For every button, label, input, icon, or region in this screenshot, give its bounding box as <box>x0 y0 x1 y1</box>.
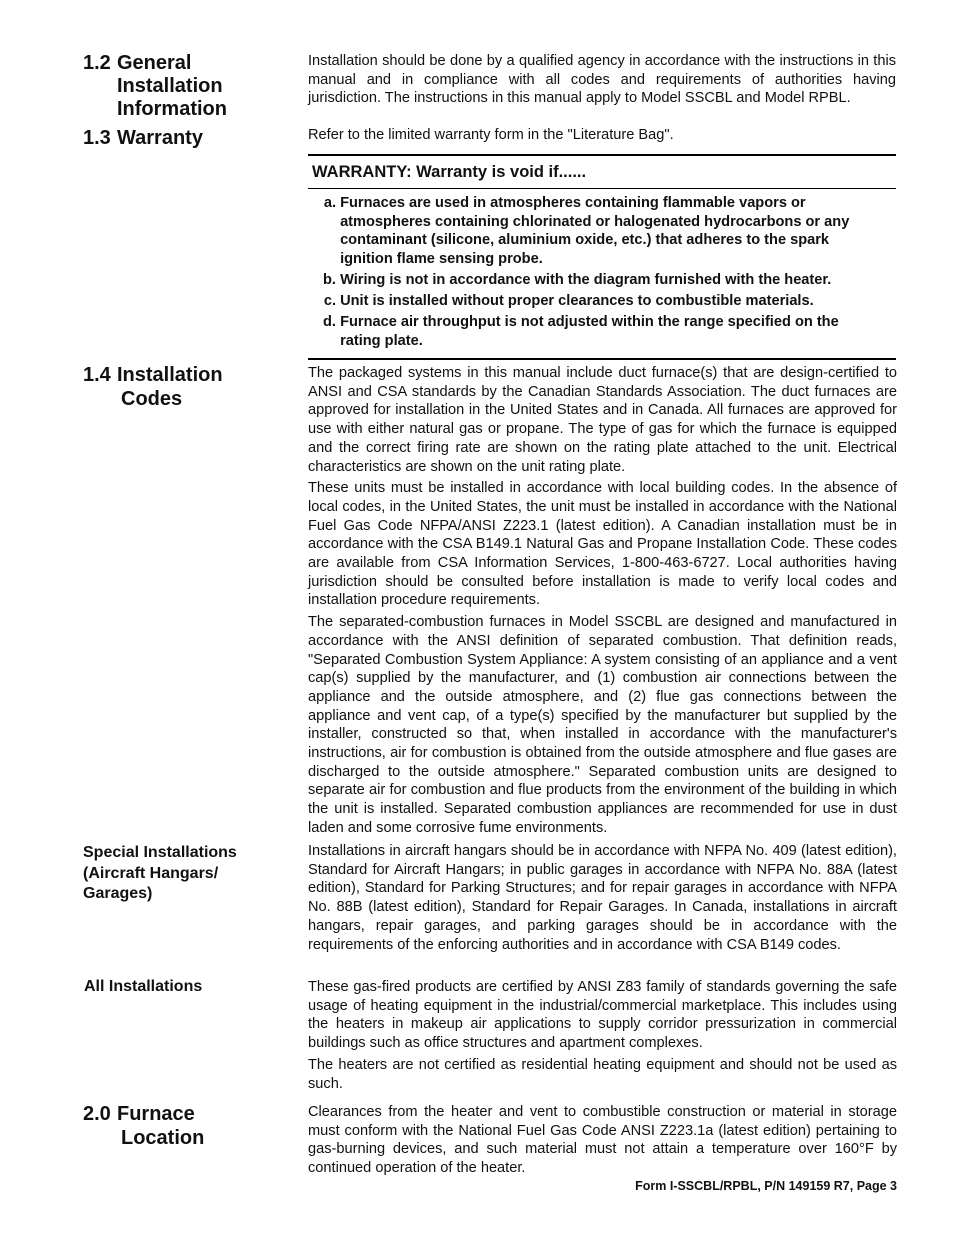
heading-line: Special Installations <box>83 844 237 861</box>
item-text: Furnace air throughput is not adjusted within the range specified on the rating plate. <box>340 314 839 349</box>
paragraph: The separated-combustion furnaces in Model SSCBL are designed and manufactured in accordance with the ANSI definition of separated combustion. That definition reads, "Separated Combustion System Appliance: A system consisting of an appliance and a vent cap(s) supplied by the manufacturer, and (1) combustion air connections between the appliance and the outside atmosphere, and (2) flue gas connections between the appliance and vent cap, of a type(s) specified by the manufacturer but supplied by the installer, constructed so that, when installed in accordance with the manufacturer's instructions, air for combustion is obtained from the outside atmosphere and flue gases are discharged to the outside atmosphere." Separated combustion units are designed to separate air for combustion and flue products from the environment of the building in which the unit is installed. Separated combustion appliances are recommended for use in dust laden and some corrosive fume environments. <box>308 614 897 836</box>
section-2-0-body <box>308 1103 897 1181</box>
heading-line: Furnace <box>117 1103 195 1125</box>
warranty-item <box>308 271 896 290</box>
warranty-item <box>308 292 896 311</box>
heading-line: Codes <box>121 388 183 410</box>
item-text: Furnaces are used in atmospheres containing flammable vapors or atmospheres containing chlorinated or halogenated hydrocarbons or any contaminant (silicone, aluminium oxide, etc.) that adheres to the spark ignition flame sensing probe. <box>340 195 850 267</box>
all-installations-body <box>308 978 897 1096</box>
section-number: 1.3 <box>83 127 111 149</box>
heading-line: Garages) <box>83 885 153 902</box>
warranty-item <box>308 194 896 268</box>
paragraph: The heaters are not certified as residential heating equipment and should not be used as such. <box>308 1056 897 1092</box>
heading-special-installations <box>83 843 283 905</box>
warranty-list <box>308 189 896 358</box>
warranty-box <box>308 154 896 360</box>
section-number: 1.2 <box>83 52 111 74</box>
item-text: Unit is installed without proper clearances to combustible materials. <box>340 292 814 309</box>
heading-line: (Aircraft Hangars/ <box>83 864 219 882</box>
item-text: Wiring is not in accordance with the diagram furnished with the heater. <box>340 271 832 288</box>
warranty-heading: WARRANTY: Warranty is void if...... <box>308 156 896 189</box>
paragraph: Installation should be done by a qualified agency in accordance with the instructions in this manual and in compliance with all codes and requirements of authorities having jurisdiction. The instructions in this manual apply to Model SSCBL and Model RPBL. <box>308 53 896 107</box>
item-letter: b. <box>323 271 336 288</box>
special-installations-body <box>308 842 897 957</box>
heading-2-0 <box>83 1102 204 1150</box>
item-letter: a. <box>323 195 336 211</box>
heading-1-2 <box>83 52 227 121</box>
item-letter: c. <box>323 292 336 309</box>
heading-line: Information <box>117 98 227 120</box>
paragraph: Installations in aircraft hangars should be in accordance with NFPA No. 409 (latest edition), Standard for Aircraft Hangars; in public garages in accordance with NFPA No. 88A (latest edition), Standard for Parking Structures; and for repair garages in accordance with NFPA No. 88B (latest edition), Standard for Repair Garages. In Canada, installations in aircraft hangars, repair garages, and parking garages should be in accordance with the requirements of the enforcing authorities and in accordance with CSA B149 codes. <box>308 843 897 953</box>
warranty-item <box>308 313 896 350</box>
heading-line: Installation <box>117 75 223 97</box>
heading-line: Warranty <box>117 127 203 149</box>
section-1-4-body <box>308 364 897 841</box>
section-number: 1.4 <box>83 364 111 386</box>
heading-1-3 <box>83 127 203 150</box>
heading-line: Location <box>121 1127 205 1149</box>
heading-all-installations <box>84 977 284 998</box>
heading-line: General <box>117 52 192 74</box>
paragraph: The packaged systems in this manual include duct furnace(s) that are design-certified to ANSI and CSA standards by the Canadian Standards Association. The duct furnaces are approved for installation in the United States and in Canada. All furnaces are approved for use with either natural gas or propane. The type of gas for which the furnace is equipped and the correct firing rate are shown on the rating plate attached to the unit. Electrical characteristics are shown on the unit rating plate. <box>308 365 897 475</box>
page-footer: Form I-SSCBL/RPBL, P/N 149159 R7, Page 3 <box>635 1179 897 1193</box>
item-letter: d. <box>323 314 336 331</box>
paragraph: Clearances from the heater and vent to combustible construction or material in storage must conform with the National Fuel Gas Code ANSI Z223.1a (latest edition) pertaining to gas-burning devices, and such material must not attain a temperature over 160°F by continued operation of the heater. <box>308 1104 897 1177</box>
section-1-2-body <box>308 52 896 111</box>
heading-line: Installation <box>117 364 223 386</box>
paragraph: These gas-fired products are certified by ANSI Z83 family of standards governing the safe usage of heating equipment in the industrial/commercial marketplace. This includes using the heaters in makeup air applications to supply corridor pressurization in commercial buildings such as office structures and apartment complexes. <box>308 979 897 1052</box>
section-number: 2.0 <box>83 1103 111 1125</box>
heading-line: All Installations <box>84 978 203 995</box>
heading-1-4 <box>83 363 223 411</box>
paragraph: Refer to the limited warranty form in the "Literature Bag". <box>308 127 674 143</box>
paragraph: These units must be installed in accordance with local building codes. In the absence of local codes, in the United States, the unit must be installed in accordance with the National Fuel Gas Code NFPA/ANSI Z223.1 (latest edition). A Canadian installation must be in accordance with the CSA B149.1 Natural Gas and Propane Installation Code. These codes are available from CSA Information Services, 1-800-463-6727. Local authorities having jurisdiction should be consulted before installation is made to verify local codes and installation procedure requirements. <box>308 480 897 609</box>
section-1-3-body <box>308 126 897 148</box>
